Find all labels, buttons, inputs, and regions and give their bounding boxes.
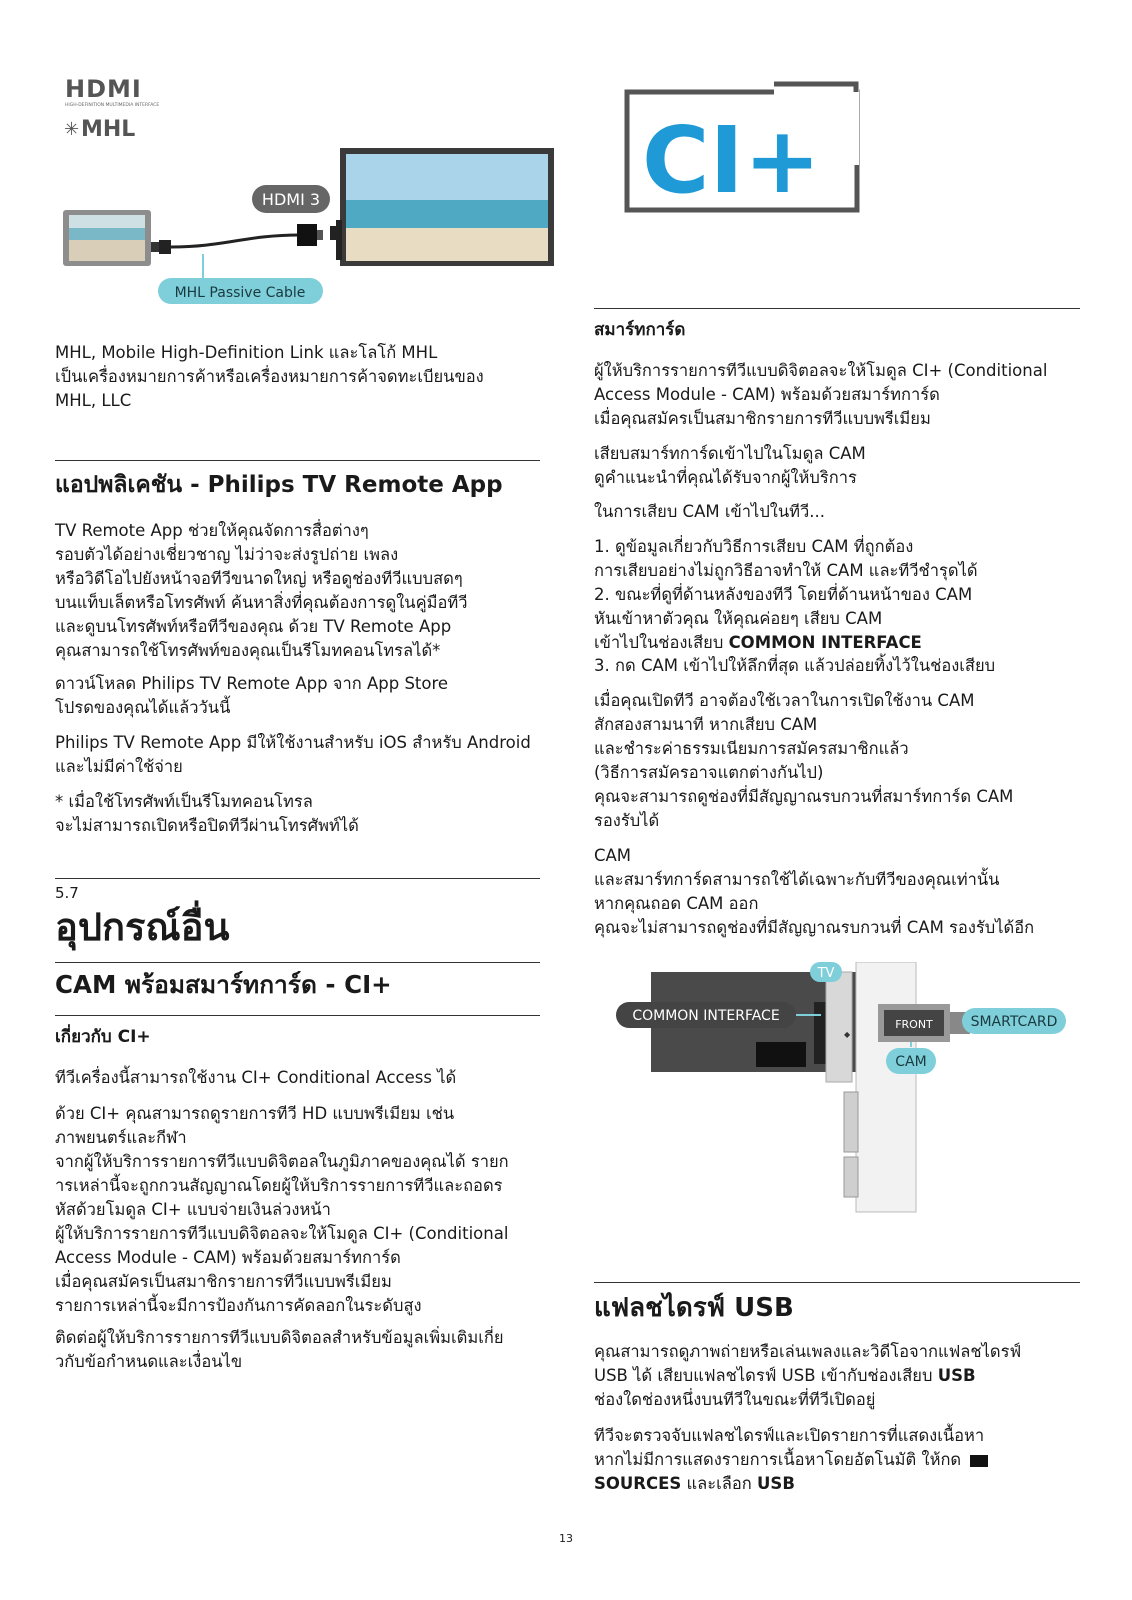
usb-heading: แฟลชไดรฟ์ USB [594, 1293, 794, 1323]
section-title: อุปกรณ์อื่น [55, 905, 230, 949]
divider [594, 1282, 1080, 1283]
smartcard-heading: สมาร์ทการ์ด [594, 320, 686, 340]
common-interface-bold: COMMON INTERFACE [728, 633, 922, 652]
phone-image [63, 210, 151, 266]
hdmi3-callout [252, 185, 330, 213]
smartcard-paragraph-3: ในการเสียบ CAM เข้าไปในทีวี... [594, 502, 826, 521]
smartcard-callout [962, 1008, 1066, 1034]
svg-text:✳: ✳ [64, 119, 80, 140]
hdmi-logo [65, 75, 159, 108]
cam-label: CAM [895, 1054, 927, 1070]
ci-plus-logo-text: CI+ [642, 107, 821, 214]
smartcard-paragraph-2: เสียบสมาร์ทการ์ดเข้าไปในโมดูล CAM ดูคำแนะนำที่คุณได้รับจากผู้ให้บริการ [594, 444, 866, 487]
divider [55, 460, 540, 461]
svg-text:◆: ◆ [844, 1030, 851, 1039]
tv-image [330, 148, 554, 266]
step-2-text: 2. ขณะที่ดูที่ด้านหลังของทีวี โดยที่ด้านหน้าของ CAM หันเข้าหาตัวคุณ ให้คุณค่อยๆ เสียบ CAM เข้าไปในช่องเสียบ [594, 585, 973, 652]
app-paragraph-3: Philips TV Remote App มีให้ใช้งานสำหรับ iOS สำหรับ Android และไม่มีค่าใช้จ่าย [55, 733, 531, 776]
divider [55, 878, 540, 879]
about-paragraph-3: ติดต่อผู้ให้บริการรายการทีวีแบบดิจิตอลสำหรับข้อมูลเพิ่มเติมเกี่ย วกับข้อกำหนดและเงื่อนไข [55, 1328, 504, 1371]
front-label: FRONT [895, 1018, 933, 1031]
usb-paragraph-1: คุณสามารถดูภาพถ่ายหรือเล่นเพลงและวิดีโอจากแฟลชไดรฟ์ USB ได้ เสียบแฟลชไดรฟ์ USB เข้ากับช่องเสียบ USB ช่องใดช่องหนึ่งบนทีวีในขณะที่ทีวีเปิดอยู่ [594, 1342, 1022, 1409]
mhl-cable-callout [158, 278, 323, 304]
usb-paragraph-2: ทีวีจะตรวจจับแฟลชไดรฟ์และเปิดรายการที่แสดงเนื้อหา หากไม่มีการแสดงรายการเนื้อหาโดยอัตโนมัติ ให้กด SOURCES และเลือก USB [594, 1424, 992, 1496]
smartcard-paragraph-5: CAM และสมาร์ทการ์ดสามารถใช้ได้เฉพาะกับทีวีของคุณเท่านั้น หากคุณถอด CAM ออก คุณจะไม่สามารถดูช่องที่มีสัญญาณรบกวนที่ CAM รองรับได้อีก [594, 846, 1035, 937]
smartcard-paragraph-4: เมื่อคุณเปิดทีวี อาจต้องใช้เวลาในการเปิดใช้งาน CAM สักสองสามนาที หากเสียบ CAM และชำระค่าธรรมเนียมการสมัครสมาชิกแล้ว (วิธีการสมัครอาจแตกต่างกันไป) คุณจะสามารถดูช่องที่มีสัญญาณรบกวนที่สมาร์ทการ์ด CAM รองรับได้ [594, 691, 1014, 830]
hdmi-mhl-illustration [55, 70, 575, 320]
tv-callout [810, 962, 842, 982]
app-paragraph-1: TV Remote App ช่วยให้คุณจัดการสื่อต่างๆ รอบตัวได้อย่างเชี่ยวชาญ ไม่ว่าจะส่งรูปถ่าย เพลง หรือวิดีโอไปยังหน้าจอทีวีขนาดใหญ่ หรือดูช่องทีวีแบบสดๆ บนแท็บเล็ตหรือโทรศัพท์ ค้นหาสิ่งที่คุณต้องการดูในคู่มือทีวี และดูบนโทรศัพท์หรือทีวีของคุณ ด้วย TV Remote App คุณสามารถใช้โทรศัพท์ของคุณเป็นรีโมทคอนโทรลได้* [55, 521, 468, 660]
ci-plus-logo [624, 80, 864, 220]
common-interface-callout [616, 1002, 821, 1028]
about-paragraph-1: ทีวีเครื่องนี้สามารถใช้งาน CI+ Conditional Access ได้ [55, 1068, 457, 1087]
cam-insertion-illustration [606, 962, 1076, 1222]
page-number: 13 [559, 1532, 573, 1545]
mhl-logo-text: MHL [81, 117, 136, 142]
mhl-trademark-note: MHL, Mobile High-Definition Link และโลโก้ MHL เป็นเครื่องหมายการค้าหรือเครื่องหมายการค้าจดทะเบียนของ MHL, LLC [55, 343, 484, 410]
cam-module-image [878, 1004, 970, 1042]
cam-heading: CAM พร้อมสมาร์ทการ์ด - CI+ [55, 970, 392, 999]
tv-label: TV [817, 966, 835, 981]
divider [55, 1015, 540, 1016]
app-heading: แอปพลิเคชัน - Philips TV Remote App [55, 472, 503, 498]
common-interface-label: COMMON INTERFACE [632, 1008, 780, 1024]
about-paragraph-2: ด้วย CI+ คุณสามารถดูรายการทีวี HD แบบพรีเมียม เช่น ภาพยนตร์และกีฬา จากผู้ให้บริการรายการทีวีแบบดิจิตอลในภูมิภาคของคุณได้ รายก ารเหล่านี้จะถูกกวนสัญญาณโดยผู้ให้บริการรายการทีวีและถอดร หัสด้วยโมดูล CI+ แบบจ่ายเงินล่วงหน้า ผู้ให้บริการรายการทีวีแบบดิจิตอลจะให้โมดูล CI+ (Conditional Access Module - CAM) พร้อมด้วยสมาร์ทการ์ด เมื่อคุณสมัครเป็นสมาชิกรายการทีวีแบบพรีเมียม รายการเหล่านี้จะมีการป้องกันการคัดลอกในระดับสูง [55, 1104, 509, 1315]
smartcard-label: SMARTCARD [970, 1014, 1058, 1030]
hdmi-logo-text: HDMI [65, 75, 142, 103]
mhl-cable-label: MHL Passive Cable [174, 285, 306, 301]
sources-icon [970, 1455, 988, 1467]
hdmi3-label: HDMI 3 [261, 190, 321, 209]
hdmi-logo-subtext: HIGH-DEFINITION MULTIMEDIA INTERFACE [65, 103, 160, 108]
mhl-logo [64, 117, 135, 142]
section-number: 5.7 [55, 884, 79, 902]
smartcard-step-3: 3. กด CAM เข้าไปให้ลึกที่สุด แล้วปล่อยทิ้งไว้ในช่องเสียบ [594, 656, 996, 675]
app-paragraph-2: ดาวน์โหลด Philips TV Remote App จาก App Store โปรดของคุณได้แล้ววันนี้ [55, 674, 449, 717]
smartcard-step-2 [594, 583, 972, 655]
mhl-cable [151, 224, 323, 282]
smartcard-paragraph-1: ผู้ให้บริการรายการทีวีแบบดิจิตอลจะให้โมดูล CI+ (Conditional Access Module - CAM) พร้อมด้วยสมาร์ทการ์ด เมื่อคุณสมัครเป็นสมาชิกรายการทีวีแบบพรีเมียม [594, 361, 1048, 428]
smartcard-step-1: 1. ดูข้อมูลเกี่ยวกับวิธีการเสียบ CAM ที่ถูกต้อง การเสียบอย่างไม่ถูกวิธีอาจทำให้ CAM และทีวีชำรุดได้ [594, 537, 978, 580]
divider [55, 962, 540, 963]
about-ci-heading: เกี่ยวกับ CI+ [55, 1027, 151, 1047]
app-paragraph-4: * เมื่อใช้โทรศัพท์เป็นรีโมทคอนโทรล จะไม่สามารถเปิดหรือปิดทีวีผ่านโทรศัพท์ได้ [55, 792, 359, 835]
divider [594, 308, 1080, 309]
